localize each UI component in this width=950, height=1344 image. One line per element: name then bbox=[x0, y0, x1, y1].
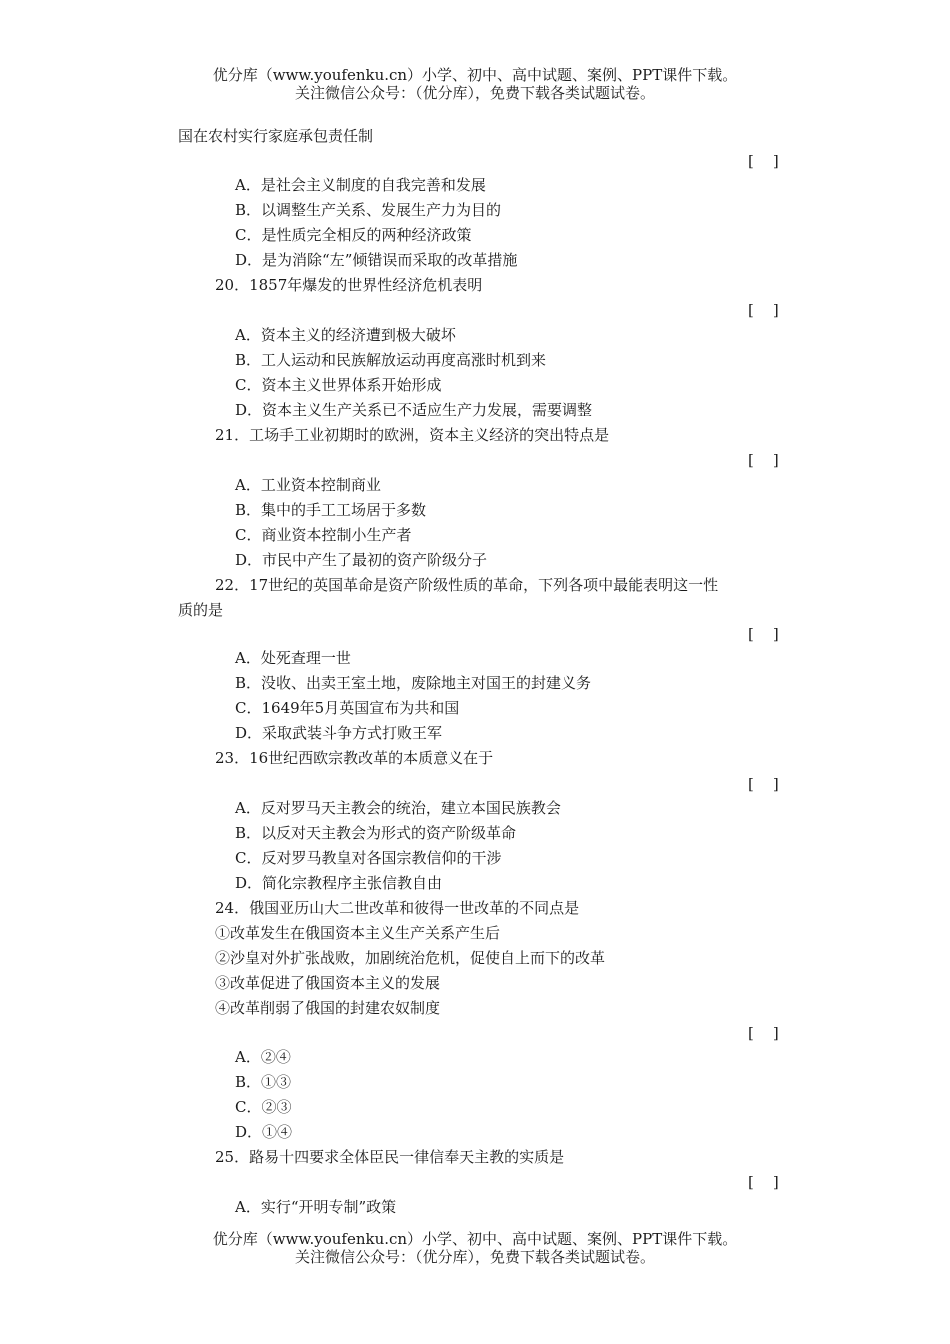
option-c: C．②③ bbox=[235, 1098, 292, 1116]
option-a: A．是社会主义制度的自我完善和发展 bbox=[235, 176, 486, 194]
answer-bracket: [ ] bbox=[748, 152, 779, 170]
answer-bracket: [ ] bbox=[748, 451, 779, 469]
page-footer bbox=[0, 1230, 950, 1266]
option-b: B．以调整生产关系、发展生产力为目的 bbox=[235, 201, 502, 219]
question-23-stem: 23．16世纪西欧宗教改革的本质意义在于 bbox=[215, 749, 494, 767]
question-22-stem-line-2: 质的是 bbox=[178, 601, 224, 619]
header-line-2: 关注微信公众号：（优分库），免费下载各类试题试卷。 bbox=[294, 84, 655, 102]
option-d: D．采取武装斗争方式打败王军 bbox=[235, 724, 443, 742]
option-b: B．工人运动和民族解放运动再度高涨时机到来 bbox=[235, 351, 547, 369]
option-a: A．反对罗马天主教会的统治，建立本国民族教会 bbox=[235, 799, 561, 817]
option-d: D．是为消除“左”倾错误而采取的改革措施 bbox=[235, 251, 518, 269]
option-a: A．工业资本控制商业 bbox=[235, 476, 381, 494]
option-a: A．实行“开明专制”政策 bbox=[235, 1198, 397, 1216]
option-b: B．没收、出卖王室土地，废除地主对国王的封建义务 bbox=[235, 674, 592, 692]
option-a: A．②④ bbox=[235, 1048, 291, 1066]
option-b: B．以反对天主教会为形式的资产阶级革命 bbox=[235, 824, 517, 842]
question-24-stem: 24．俄国亚历山大二世改革和彼得一世改革的不同点是 bbox=[215, 899, 580, 917]
statement-item: ④改革削弱了俄国的封建农奴制度 bbox=[215, 999, 441, 1017]
option-b: B．①③ bbox=[235, 1073, 292, 1091]
option-b: B．集中的手工工场居于多数 bbox=[235, 501, 427, 519]
statement-item: ②沙皇对外扩张战败，加剧统治危机，促使自上而下的改革 bbox=[215, 949, 606, 967]
question-22-stem-line-1: 22．17世纪的英国革命是资产阶级性质的革命，下列各项中最能表明这一性 bbox=[215, 576, 719, 594]
page-header bbox=[0, 66, 950, 102]
option-d: D．①④ bbox=[235, 1123, 293, 1141]
option-a: A．资本主义的经济遭到极大破坏 bbox=[235, 326, 456, 344]
question-25-stem: 25．路易十四要求全体臣民一律信奉天主教的实质是 bbox=[215, 1148, 565, 1166]
answer-bracket: [ ] bbox=[748, 1024, 779, 1042]
statement-item: ①改革发生在俄国资本主义生产关系产生后 bbox=[215, 924, 501, 942]
option-c: C．1649年5月英国宣布为共和国 bbox=[235, 699, 460, 717]
option-c: C．商业资本控制小生产者 bbox=[235, 526, 412, 544]
answer-bracket: [ ] bbox=[748, 1173, 779, 1191]
option-c: C．是性质完全相反的两种经济政策 bbox=[235, 226, 472, 244]
option-c: C．资本主义世界体系开始形成 bbox=[235, 376, 442, 394]
question-19-stem: 国在农村实行家庭承包责任制 bbox=[178, 127, 374, 145]
footer-line-2: 关注微信公众号：（优分库），免费下载各类试题试卷。 bbox=[294, 1248, 655, 1266]
header-line-1: 优分库（www.youfenku.cn）小学、初中、高中试题、案例、PPT课件下载。 bbox=[212, 66, 738, 84]
option-d: D．市民中产生了最初的资产阶级分子 bbox=[235, 551, 488, 569]
option-d: D．简化宗教程序主张信教自由 bbox=[235, 874, 443, 892]
answer-bracket: [ ] bbox=[748, 775, 779, 793]
answer-bracket: [ ] bbox=[748, 301, 779, 319]
statement-item: ③改革促进了俄国资本主义的发展 bbox=[215, 974, 441, 992]
question-21-stem: 21．工场手工业初期时的欧洲，资本主义经济的突出特点是 bbox=[215, 426, 610, 444]
question-20-stem: 20．1857年爆发的世界性经济危机表明 bbox=[215, 276, 483, 294]
option-a: A．处死查理一世 bbox=[235, 649, 351, 667]
answer-bracket: [ ] bbox=[748, 625, 779, 643]
footer-line-1: 优分库（www.youfenku.cn）小学、初中、高中试题、案例、PPT课件下载。 bbox=[212, 1230, 738, 1248]
option-c: C．反对罗马教皇对各国宗教信仰的干涉 bbox=[235, 849, 502, 867]
option-d: D．资本主义生产关系已不适应生产力发展，需要调整 bbox=[235, 401, 593, 419]
